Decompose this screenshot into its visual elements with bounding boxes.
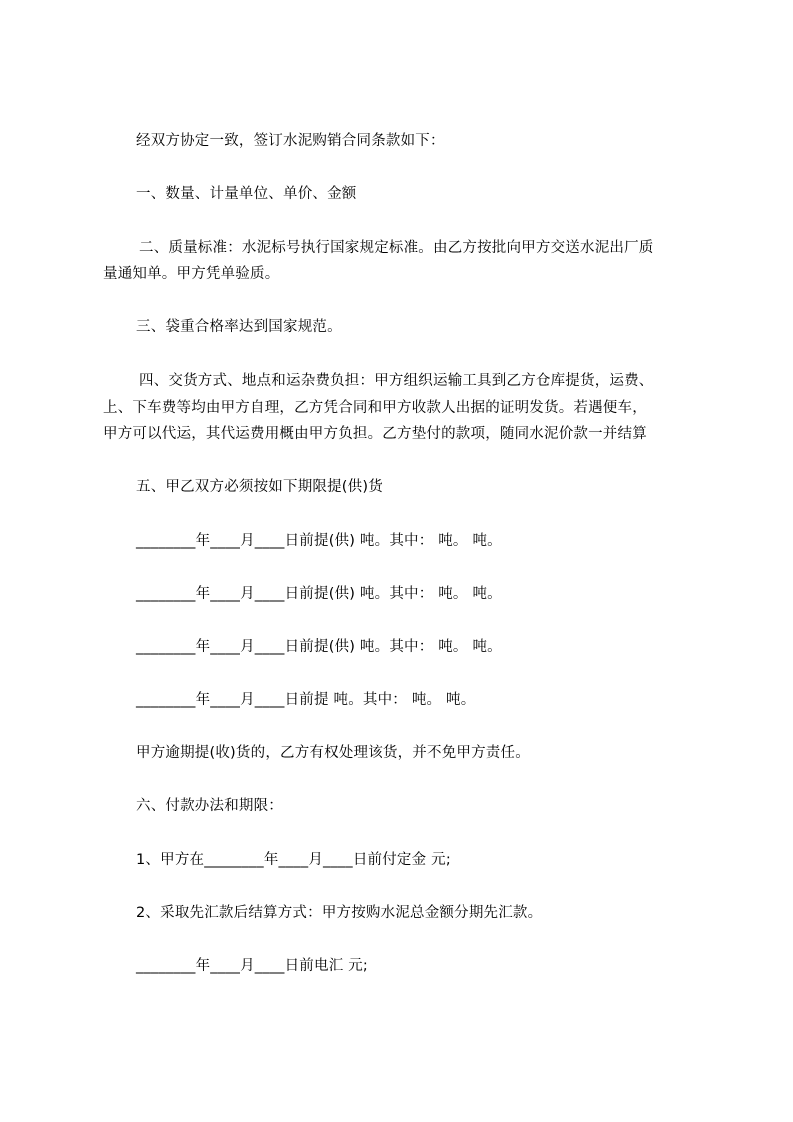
intro-paragraph: 经双方协定一致，签订水泥购销合同条款如下： [136, 133, 445, 149]
payment-item-2: 2、采取先汇款后结算方式：甲方按购水泥总金额分期先汇款。 [136, 905, 543, 921]
delivery-schedule-row-2: ________年____月____日前提(供) 吨。其中： 吨。 吨。 [136, 586, 502, 602]
clause-4-line-1: 四、交货方式、地点和运杂费负担：甲方组织运输工具到乙方仓库提货，运费、 [139, 373, 654, 389]
delivery-schedule-row-1: ________年____月____日前提(供) 吨。其中： 吨。 吨。 [136, 533, 502, 549]
clause-5-heading: 五、甲乙双方必须按如下期限提(供)货 [136, 479, 383, 495]
late-pickup-clause: 甲方逾期提(收)货的，乙方有权处理该货，并不免甲方责任。 [136, 745, 530, 761]
clause-2-line-1: 二、质量标准：水泥标号执行国家规定标准。由乙方按批向甲方交送水泥出厂质 [139, 240, 654, 256]
delivery-schedule-row-3: ________年____月____日前提(供) 吨。其中： 吨。 吨。 [136, 639, 502, 655]
payment-item-1: 1、甲方在________年____月____日前付定金 元; [136, 852, 451, 868]
clause-4-line-2: 上、下车费等均由甲方自理，乙方凭合同和甲方收款人出据的证明发货。若遇便车， [103, 400, 647, 416]
clause-6-heading: 六、付款办法和期限： [136, 798, 283, 814]
delivery-schedule-row-4: ________年____月____日前提 吨。其中： 吨。 吨。 [136, 692, 476, 708]
clause-2-line-2: 量通知单。甲方凭单验质。 [103, 266, 280, 282]
clause-1-heading: 一、数量、计量单位、单价、金额 [136, 186, 357, 202]
wire-transfer-row: ________年____月____日前电汇 元; [136, 958, 368, 974]
clause-3: 三、袋重合格率达到国家规范。 [136, 319, 342, 335]
clause-4-line-3: 甲方可以代运，其代运费用概由甲方负担。乙方垫付的款项，随同水泥价款一并结算 [103, 426, 647, 442]
